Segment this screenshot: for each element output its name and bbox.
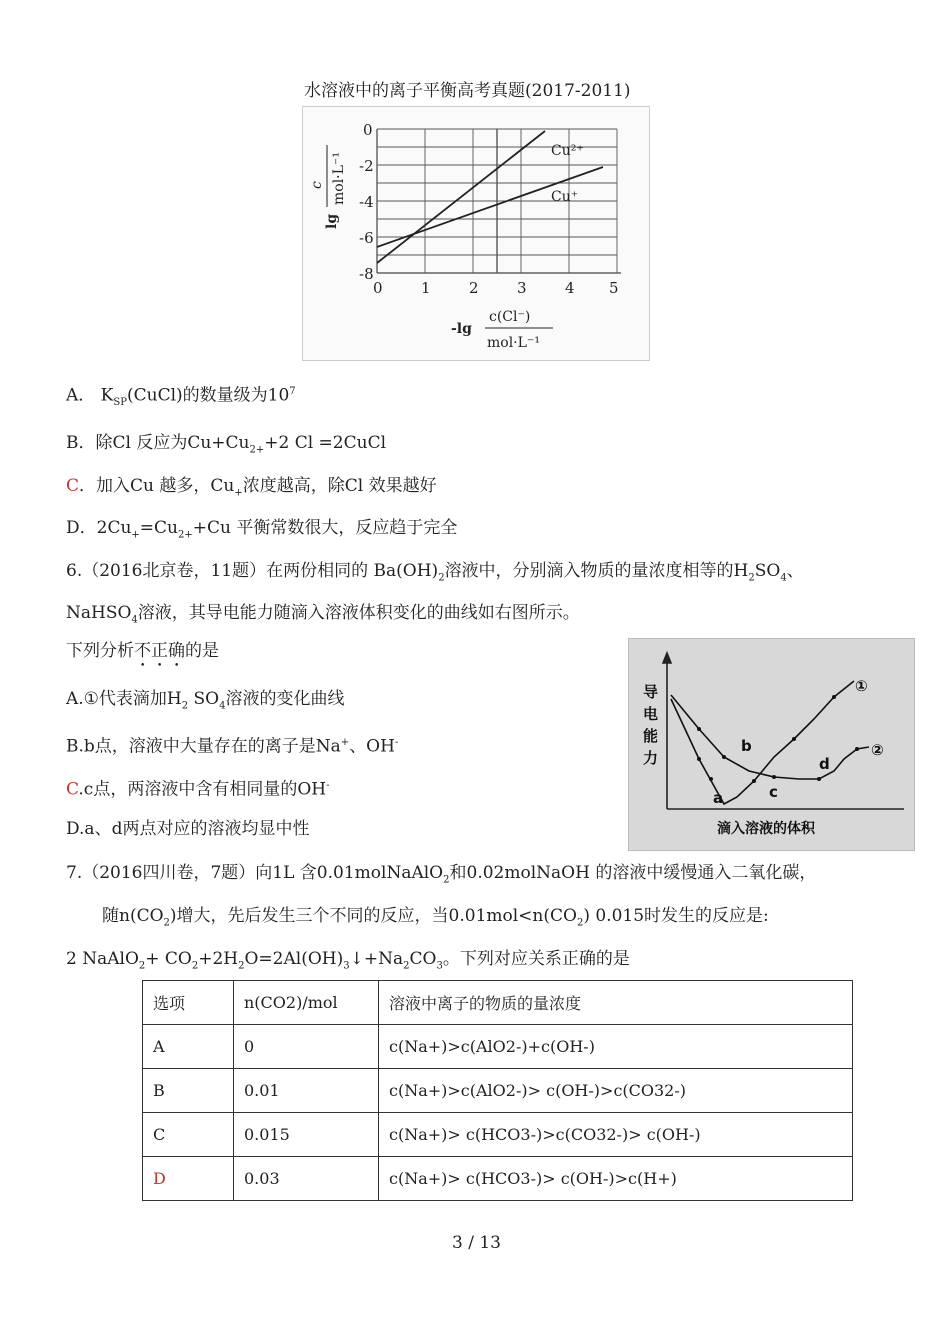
- ylabel-den: mol·L⁻¹: [331, 152, 347, 205]
- ylabel-num: c: [309, 181, 325, 189]
- label-cu1: Cu⁺: [551, 189, 579, 205]
- xlabel-den: mol·L⁻¹: [487, 335, 540, 351]
- q5-option-d: D．$2Cu_+=Cu_{2+}+Cu$ 平衡常数很大，反应趋于完全: [66, 518, 458, 541]
- table-cell-c: c(Na+)>c(AlO2-)> c(OH-)>c(CO32-): [379, 1069, 853, 1113]
- fig2-point-a: a: [713, 789, 724, 807]
- fig2-point-d: d: [819, 755, 830, 773]
- table-cell-n: 0: [234, 1025, 379, 1069]
- table-header-cell: n(CO2)/mol: [234, 981, 379, 1025]
- figure-copper-chloride: [302, 106, 650, 361]
- q6-stem-line1: 6.（2016北京卷，11题）在两份相同的 $Ba(OH)_2$溶液中，分别滴入物质的量浓度相等的$H_2SO_4$、: [66, 561, 804, 584]
- q7-options-table: [142, 980, 853, 1201]
- q6-stem-line2: NaHSO$_4$溶液，其导电能力随滴入溶液体积变化的曲线如右图所示。: [66, 603, 580, 626]
- q7-stem-line2: 随$n(CO_2)$增大，先后发生三个不同的反应，当$0.01mol<n(CO_2)$ 0.015时发生的反应是:: [102, 906, 769, 929]
- curve-1: [671, 681, 854, 804]
- fig2-curve-1-label: ①: [855, 677, 868, 695]
- xtick-5: 5: [609, 279, 619, 297]
- ytick-0: 0: [363, 121, 373, 139]
- figure-conductivity: [628, 638, 915, 851]
- figure-copper-chloride-svg: [303, 107, 649, 360]
- table-header-cell: 选项: [143, 981, 234, 1025]
- fig2-curve-2-label: ②: [871, 741, 884, 759]
- table-row: [143, 1069, 853, 1113]
- table-header-row: [143, 981, 853, 1025]
- ytick-1: -2: [359, 157, 374, 175]
- q6-prompt: 下列分析不正确的是: [66, 641, 219, 661]
- xtick-4: 4: [565, 279, 575, 297]
- table-row: [143, 1157, 853, 1201]
- fig2-ylabel-0: 导: [643, 683, 659, 701]
- page-number: 3 / 13: [452, 1233, 501, 1253]
- table-cell-n: 0.015: [234, 1113, 379, 1157]
- q7-stem-line1: 7.（2016四川卷，7题）向1L 含0.01molNaAlO$_2$和0.02molNaOH 的溶液中缓慢通入二氧化碳，: [66, 863, 817, 886]
- q7-stem-line3: 2 NaAlO$_2$+ $CO_2+2H_2O=2Al(OH)_3↓+Na_2CO_3$。下列对应关系正确的是: [66, 949, 630, 972]
- table-header-cell: 溶液中离子的物质的量浓度: [379, 981, 853, 1025]
- table-cell-n: 0.03: [234, 1157, 379, 1201]
- xlabel-lg: -lg: [451, 321, 472, 337]
- table-cell-option: D: [143, 1157, 234, 1201]
- table-cell-n: 0.01: [234, 1069, 379, 1113]
- xtick-1: 1: [421, 279, 431, 297]
- fig2-ylabel-3: 力: [643, 749, 659, 767]
- table-cell-option: C: [143, 1113, 234, 1157]
- figure-conductivity-svg: [629, 639, 914, 850]
- ytick-3: -6: [359, 229, 374, 247]
- ytick-2: -4: [359, 193, 374, 211]
- xtick-3: 3: [517, 279, 527, 297]
- page-title: 水溶液中的离子平衡高考真题(2017-2011): [304, 81, 631, 101]
- xtick-2: 2: [469, 279, 479, 297]
- fig2-point-b: b: [741, 737, 752, 755]
- table-cell-c: c(Na+)> c(HCO3-)>c(CO32-)> c(OH-): [379, 1113, 853, 1157]
- table-cell-c: c(Na+)>c(AlO2-)+c(OH-): [379, 1025, 853, 1069]
- fig2-ylabel-1: 电: [643, 705, 659, 723]
- ylabel-lg: lg: [324, 213, 340, 229]
- label-cu2: Cu²⁺: [551, 143, 584, 159]
- q5-option-b: B．除Cl 反应为$Cu+Cu_{2+}+2$ Cl =2CuCl: [66, 433, 387, 456]
- fig2-point-c: c: [769, 783, 778, 801]
- q6-option-b: B.b点，溶液中大量存在的离子是Na+、OH-: [66, 736, 399, 757]
- table-row: [143, 1113, 853, 1157]
- q5-option-c: C．加入Cu 越多，$Cu_+$浓度越高，除Cl 效果越好: [66, 476, 437, 499]
- fig2-ylabel-2: 能: [643, 727, 659, 745]
- q6-option-a: A.①代表滴加$H_2$ $SO_4$溶液的变化曲线: [66, 689, 345, 712]
- q6-option-c: C.c点，两溶液中含有相同量的OH-: [66, 779, 330, 800]
- table-row: [143, 1025, 853, 1069]
- curve-2: [671, 695, 869, 779]
- q5-option-a: A． $K_{SP}(CuCl)$的数量级为$10^7$: [66, 385, 296, 409]
- fig2-xlabel: 滴入溶液的体积: [717, 821, 815, 837]
- ytick-4: -8: [359, 265, 374, 283]
- xlabel-num: c(Cl⁻): [489, 309, 531, 325]
- q6-option-d: D.a、d两点对应的溶液均显中性: [66, 819, 310, 839]
- table-cell-option: A: [143, 1025, 234, 1069]
- table-cell-option: B: [143, 1069, 234, 1113]
- xtick-0: 0: [373, 279, 383, 297]
- table-cell-c: c(Na+)> c(HCO3-)> c(OH-)>c(H+): [379, 1157, 853, 1201]
